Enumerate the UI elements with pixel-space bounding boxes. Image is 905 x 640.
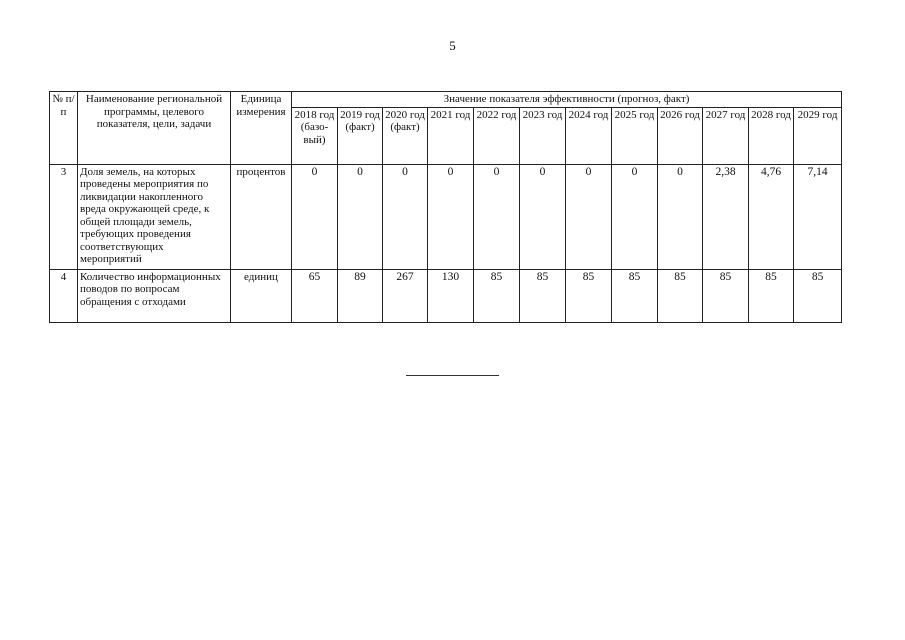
row-value: 130 <box>428 269 474 322</box>
row-value: 7,14 <box>794 164 842 269</box>
row-value: 0 <box>566 164 612 269</box>
row-name: Доля земель, на которых проведены мероприятия по ликвидации накопленного вреда окружающей среде, к общей площади земель, требующих проведения соответствующих мероприятий <box>78 164 231 269</box>
row-value: 85 <box>474 269 520 322</box>
row-value: 0 <box>428 164 474 269</box>
header-year: 2018 год (базо-вый) <box>292 107 338 164</box>
row-value: 85 <box>749 269 794 322</box>
row-name: Количество информационных поводов по вопросам обращения с отходами <box>78 269 231 322</box>
header-year: 2022 год <box>474 107 520 164</box>
row-value: 0 <box>383 164 428 269</box>
header-year: 2028 год <box>749 107 794 164</box>
row-value: 0 <box>474 164 520 269</box>
row-value: 0 <box>520 164 566 269</box>
header-year: 2026 год <box>658 107 703 164</box>
row-value: 0 <box>612 164 658 269</box>
row-value: 267 <box>383 269 428 322</box>
header-year: 2020 год (факт) <box>383 107 428 164</box>
row-value: 4,76 <box>749 164 794 269</box>
section-divider <box>406 375 499 376</box>
row-value: 65 <box>292 269 338 322</box>
row-value: 0 <box>338 164 383 269</box>
row-value: 0 <box>658 164 703 269</box>
header-values-title: Значение показателя эффективности (прогноз, факт) <box>292 92 842 108</box>
row-value: 0 <box>292 164 338 269</box>
row-unit: единиц <box>231 269 292 322</box>
row-value: 85 <box>612 269 658 322</box>
header-year: 2024 год <box>566 107 612 164</box>
page-number: 5 <box>449 38 456 53</box>
row-value: 89 <box>338 269 383 322</box>
header-name: Наименование региональной программы, целевого показателя, цели, задачи <box>78 92 231 165</box>
row-value: 85 <box>703 269 749 322</box>
header-num: № п/п <box>50 92 78 165</box>
header-year: 2027 год <box>703 107 749 164</box>
row-value: 85 <box>658 269 703 322</box>
table-row <box>50 164 842 269</box>
header-year: 2025 год <box>612 107 658 164</box>
row-value: 85 <box>566 269 612 322</box>
header-year: 2019 год (факт) <box>338 107 383 164</box>
header-unit: Единица измерения <box>231 92 292 165</box>
row-num: 3 <box>50 164 78 269</box>
header-year: 2021 год <box>428 107 474 164</box>
header-year: 2029 год <box>794 107 842 164</box>
table-row <box>50 269 842 322</box>
indicators-table <box>49 91 842 323</box>
row-unit: процентов <box>231 164 292 269</box>
table-header-row <box>50 92 842 108</box>
row-value: 85 <box>520 269 566 322</box>
header-year: 2023 год <box>520 107 566 164</box>
row-num: 4 <box>50 269 78 322</box>
row-value: 85 <box>794 269 842 322</box>
row-value: 2,38 <box>703 164 749 269</box>
